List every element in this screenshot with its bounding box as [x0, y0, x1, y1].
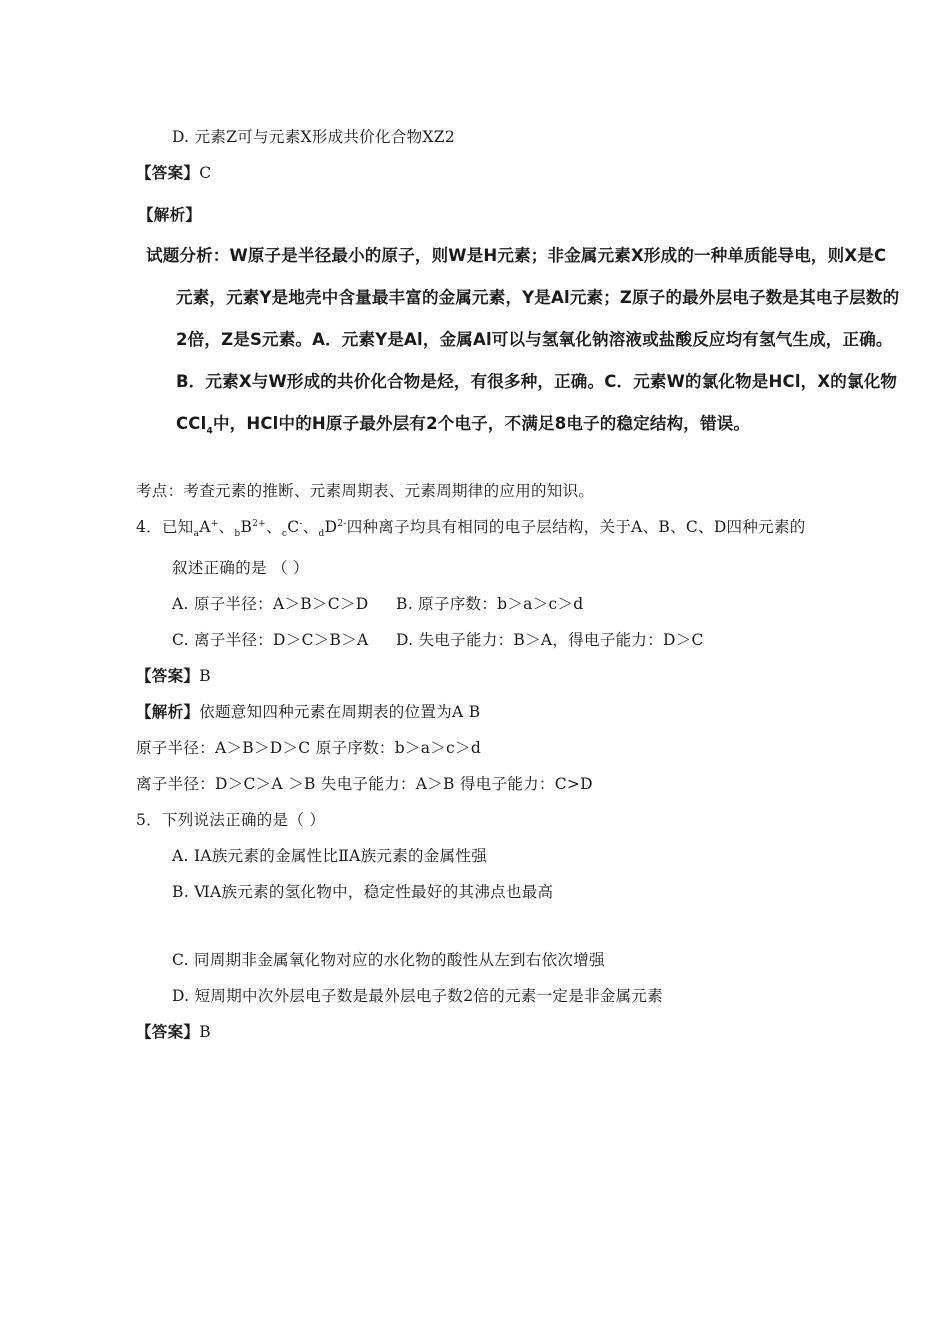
ion-a-prefix: a: [193, 529, 200, 540]
q4-answer-label: 【答案】: [136, 666, 200, 685]
q4-stem-prefix: 4．已知: [136, 518, 194, 536]
q4-stem-line-2: 叙述正确的是 （ ）: [172, 559, 309, 577]
ion-d-prefix: d: [318, 529, 325, 540]
q4-ion-radius-line: 离子半径：D＞C＞A ＞B 失电子能力：A＞B 得电子能力：C>D: [136, 775, 593, 793]
sep-2: 、: [266, 518, 282, 536]
ccl4-subscript: 4: [206, 426, 213, 437]
q5-option-a: A. ⅠA族元素的金属性比ⅡA族元素的金属性强: [172, 847, 487, 865]
q3-kaodian: 考点：考查元素的推断、元素周期表、元素周期律的应用的知识。: [136, 482, 595, 500]
q3-analysis-line-4: B．元素X与W形成的共价化合物是烃，有很多种，正确。C．元素W的氯化物是HCl，X的氯化物: [176, 372, 898, 391]
ion-b: B: [240, 518, 253, 536]
ion-c-charge: -: [299, 518, 303, 529]
q5-option-c: C. 同周期非金属氧化物对应的水化物的酸性从左到右依次增强: [172, 951, 605, 969]
q4-analysis: [136, 702, 480, 722]
q5-answer: [136, 1022, 211, 1042]
q3-analysis-line-5: [176, 414, 751, 437]
q3-answer-value: C: [199, 164, 212, 182]
q4-answer-value: B: [199, 667, 211, 685]
q4-stem-suffix: 四种离子均具有相同的电子层结构，关于A、B、C、D四种元素的: [346, 518, 806, 536]
q4-analysis-text: 依题意知四种元素在周期表的位置为A B: [199, 703, 481, 721]
ion-b-charge: 2+: [252, 518, 267, 529]
q4-option-c: C. 离子半径：D＞C＞B＞A: [172, 631, 369, 649]
ion-d-charge: 2-: [337, 518, 347, 529]
q3-answer-label: 【答案】: [136, 163, 200, 182]
ion-a-charge: +: [210, 518, 219, 529]
q4-answer: [136, 666, 211, 686]
q5-answer-label: 【答案】: [136, 1022, 200, 1041]
q3-analysis-line-2: 元素，元素Y是地壳中含量最丰富的金属元素，Y是Al元素；Z原子的最外层电子数是其电子层数的: [176, 288, 900, 307]
ion-a: A: [199, 518, 211, 536]
q5-option-b: B. ⅥA族元素的氢化物中，稳定性最好的其沸点也最高: [172, 883, 554, 901]
q3-analysis-line-1: 试题分析：W原子是半径最小的原子，则W是H元素；非金属元素X形成的一种单质能导电，则X是C: [146, 246, 887, 265]
sep-1: 、: [218, 518, 235, 536]
q4-radius-line: 原子半径：A＞B＞D＞C 原子序数：b＞a＞c＞d: [136, 739, 482, 757]
q3-analysis-line-5-text: 中，HCl中的H原子最外层有2个电子，不满足8电子的稳定结构，错误。: [212, 414, 751, 433]
q4-option-d: D. 失电子能力：B＞A，得电子能力：D＞C: [396, 631, 704, 649]
ion-c-prefix: c: [281, 529, 288, 540]
q4-analysis-label: 【解析】: [136, 702, 200, 721]
q4-stem-line-1: [136, 517, 806, 540]
q4-option-a: A. 原子半径：A＞B＞C＞D: [172, 595, 369, 613]
ion-c: C: [287, 518, 300, 536]
q4-option-b: B. 原子序数：b＞a＞c＞d: [396, 595, 584, 613]
sep-3: 、: [302, 518, 319, 536]
ion-d: D: [324, 518, 338, 536]
q5-answer-value: B: [199, 1023, 211, 1041]
ion-b-prefix: b: [234, 529, 241, 540]
q3-answer: [136, 163, 211, 183]
q3-option-d: D. 元素Z可与元素X形成共价化合物XZ2: [172, 128, 455, 146]
q3-analysis-label: 【解析】: [138, 205, 202, 224]
q3-analysis-line-3: 2倍，Z是S元素。A．元素Y是Al，金属Al可以与氢氧化钠溶液或盐酸反应均有氢气生成，正确。: [176, 330, 893, 349]
q5-stem: 5．下列说法正确的是（ ）: [136, 811, 326, 829]
ccl4-formula: CCl: [176, 414, 207, 433]
q5-option-d: D. 短周期中次外层电子数是最外层电子数2倍的元素一定是非金属元素: [172, 987, 663, 1005]
